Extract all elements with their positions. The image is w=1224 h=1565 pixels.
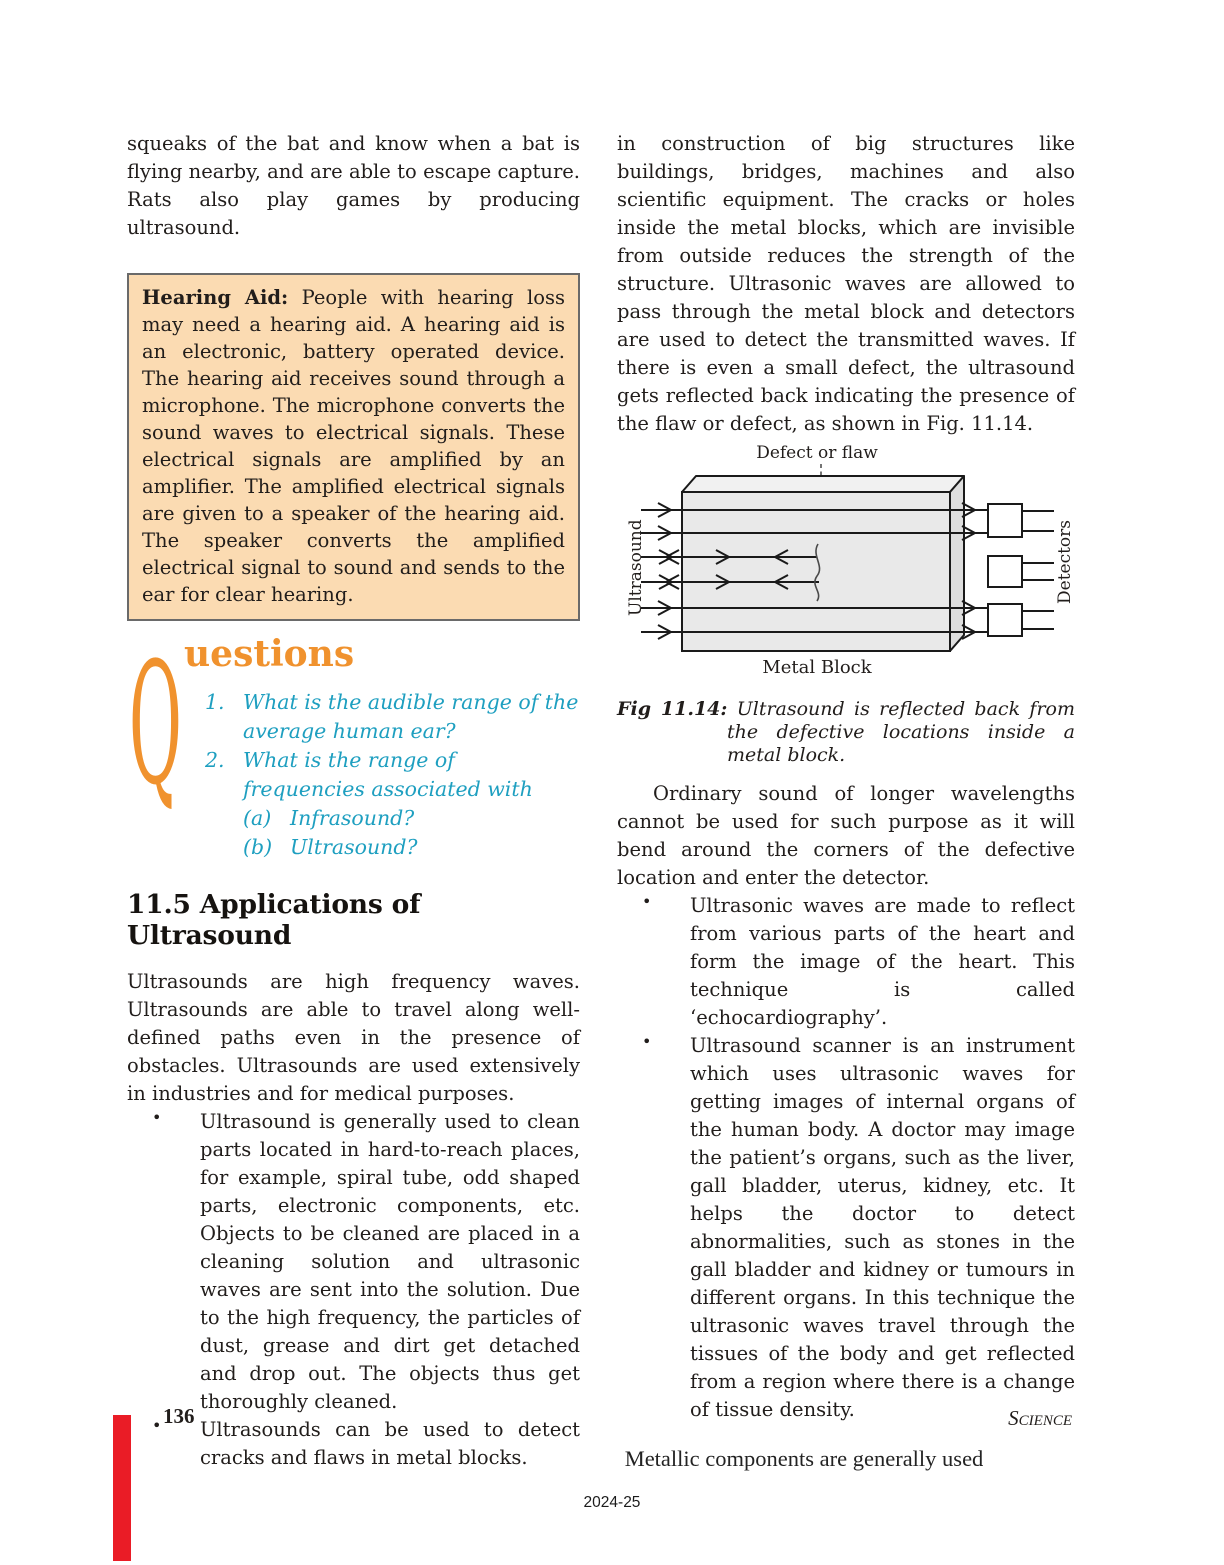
hearing-aid-box-title: Hearing Aid: xyxy=(142,286,289,309)
ordinary-sound-paragraph: Ordinary sound of longer wavelengths cannot be used for such purpose as it will bend around the corners of the defective location and enter the detector. xyxy=(617,782,1075,889)
question-number: 2. xyxy=(205,748,225,772)
list-item xyxy=(127,1108,580,1416)
question-item xyxy=(205,746,580,804)
section-paragraph: Ultrasounds are high frequency waves. Ultrasounds are able to travel along well-defined paths even in the presence of obstacles. Ultrasounds are used extensively in industries and for medical purposes. xyxy=(127,970,580,1105)
question-subitem xyxy=(243,833,580,862)
section-heading: 11.5 Applications of Ultrasound xyxy=(127,889,421,951)
list-item xyxy=(617,892,1075,1032)
detector-boxes xyxy=(988,504,1054,636)
bullet-text: Ultrasound is generally used to clean parts located in hard-to-reach places, for example, spiral tube, odd shaped parts, electronic components, etc. Objects to be cleaned are placed in a cleaning solution and ultrasonic waves are sent into the solution. Due to the high frequency, the particles of dust, grease and dirt get detached and drop out. The objects thus get thoroughly cleaned. xyxy=(200,1110,580,1413)
red-margin-bar xyxy=(113,1415,131,1561)
hearing-aid-box xyxy=(127,273,580,621)
bullet-icon: • xyxy=(152,1416,162,1435)
book-title-footer: Science xyxy=(1008,1406,1072,1430)
ultrasound-label: Ultrasound xyxy=(626,519,646,616)
bullet-icon: • xyxy=(152,1108,162,1127)
bullet-text: Ultrasounds can be used to detect cracks and flaws in metal blocks. xyxy=(200,1418,580,1469)
right-bullet-list xyxy=(617,892,1075,1424)
figure-caption-label: Fig 11.14: xyxy=(617,698,728,720)
questions-drop-cap: Q xyxy=(129,627,182,823)
question-sub-text: Ultrasound? xyxy=(290,835,418,859)
bullet-icon: • xyxy=(642,1032,652,1051)
question-subitem xyxy=(243,804,580,833)
hearing-aid-box-body: People with hearing loss may need a hearing aid. A hearing aid is an electronic, battery operated device. The hearing aid receives sound through a microphone. The microphone converts the sound waves to electrical signals. These electrical signals are amplified by an amplifier. The amplified electrical signals are given to a speaker of the hearing aid. The speaker converts the amplified electrical signal to sound and sends to the ear for clear hearing. xyxy=(142,286,565,606)
question-item xyxy=(205,688,580,746)
figure-caption xyxy=(617,698,1075,767)
figure-11-14 xyxy=(617,444,1075,767)
questions-heading: uestions xyxy=(184,633,355,675)
intro-paragraph: squeaks of the bat and know when a bat is flying nearby, and are able to escape capture. Rats also play games by producing ultrasound. xyxy=(127,132,580,239)
metal-block-label: Metal Block xyxy=(762,657,872,678)
question-sub-label: (a) xyxy=(243,806,272,830)
question-text: What is the range of frequencies associated with xyxy=(243,748,533,801)
list-item xyxy=(617,1032,1075,1424)
edition-year: 2024-25 xyxy=(583,1494,641,1511)
bullet-text: Ultrasonic waves are made to reflect from various parts of the heart and form the image of the heart. This technique is called ‘echocardiography’. xyxy=(690,894,1075,1029)
left-column xyxy=(127,130,580,1472)
list-item xyxy=(127,1416,580,1472)
metal-block-diagram xyxy=(617,444,1075,689)
continuation-paragraph: in construction of big structures like buildings, bridges, machines and also scientific equipment. The cracks or holes inside the metal blocks, which are invisible from outside reduces the strength of the structure. Ultrasonic waves are allowed to pass through the metal block and detectors are used to detect the transmitted waves. If there is even a small defect, the ultrasound gets reflected back indicating the presence of the flaw or defect, as shown in Fig. 11.14. xyxy=(617,132,1075,435)
page-number: 136 xyxy=(163,1404,195,1428)
questions-section xyxy=(127,627,580,863)
question-sub-text: Infrasound? xyxy=(290,806,415,830)
defect-or-flaw-label: Defect or flaw xyxy=(756,444,878,463)
left-bullet-list xyxy=(127,1108,580,1472)
figure-caption-text: Ultrasound is reflected back from the defective locations inside a metal block. xyxy=(727,698,1075,766)
carryover-line: Metallic components are generally used xyxy=(624,1446,984,1471)
bullet-text: Ultrasound scanner is an instrument which uses ultrasonic waves for getting images of internal organs of the human body. A doctor may image the patient’s organs, such as the liver, gall bladder, uterus, kidney, etc. It helps the doctor to detect abnormalities, such as stones in the gall bladder and kidney or tumours in different organs. In this technique the ultrasonic waves travel through the tissues of the body and get reflected from a region where there is a change of tissue density. xyxy=(690,1034,1075,1421)
detectors-label: Detectors xyxy=(1055,519,1075,604)
question-text: What is the audible range of the average human ear? xyxy=(243,690,579,743)
question-number: 1. xyxy=(205,690,225,714)
right-column xyxy=(617,130,1075,1424)
bullet-icon: • xyxy=(642,892,652,911)
question-sub-label: (b) xyxy=(243,835,273,859)
